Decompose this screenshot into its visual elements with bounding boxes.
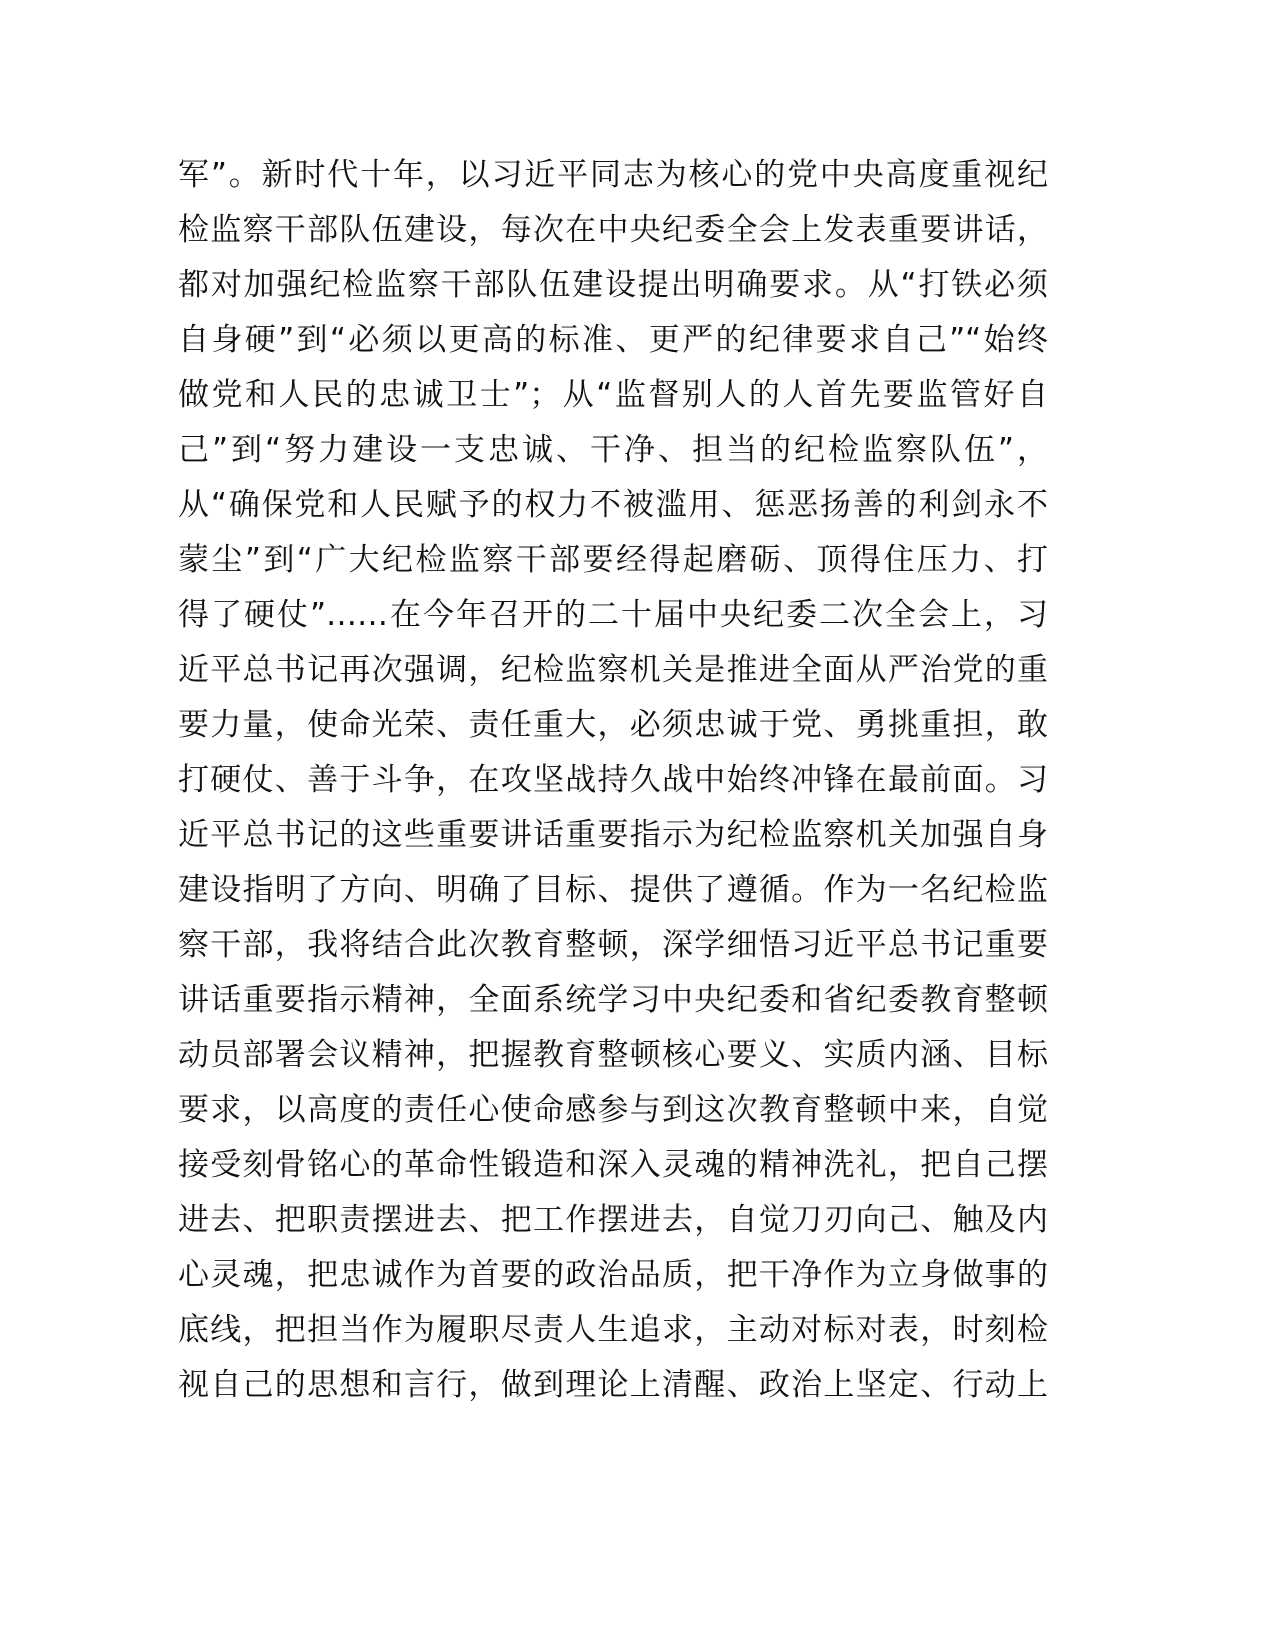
text-line: 自身硬”到“必须以更高的标准、更严的纪律要求自己”“始终	[178, 322, 1048, 358]
text-line: 要求，以高度的责任心使命感参与到这次教育整顿中来，自觉	[178, 1092, 1048, 1128]
text-line: 接受刻骨铭心的革命性锻造和深入灵魂的精神洗礼，把自己摆	[178, 1147, 1048, 1183]
text-line: 要力量，使命光荣、责任重大，必须忠诚于党、勇挑重担，敢	[178, 707, 1048, 743]
text-line: 近平总书记的这些重要讲话重要指示为纪检监察机关加强自身	[178, 817, 1048, 853]
text-line: 做党和人民的忠诚卫士”；从“监督别人的人首先要监管好自	[178, 377, 1048, 413]
text-line: 从“确保党和人民赋予的权力不被滥用、惩恶扬善的利剑永不	[178, 487, 1048, 523]
text-line: 建设指明了方向、明确了目标、提供了遵循。作为一名纪检监	[178, 872, 1048, 908]
text-line: 己”到“努力建设一支忠诚、干净、担当的纪检监察队伍”，	[178, 432, 1048, 468]
text-line: 视自己的思想和言行，做到理论上清醒、政治上坚定、行动上	[178, 1367, 1048, 1403]
text-line: 察干部，我将结合此次教育整顿，深学细悟习近平总书记重要	[178, 927, 1048, 963]
text-line: 蒙尘”到“广大纪检监察干部要经得起磨砺、顶得住压力、打	[178, 542, 1048, 578]
text-line: 近平总书记再次强调，纪检监察机关是推进全面从严治党的重	[178, 652, 1048, 688]
text-line: 底线，把担当作为履职尽责人生追求，主动对标对表，时刻检	[178, 1312, 1048, 1348]
text-line: 讲话重要指示精神，全面系统学习中央纪委和省纪委教育整顿	[178, 982, 1048, 1018]
body-paragraph	[178, 148, 1048, 1413]
text-line: 动员部署会议精神，把握教育整顿核心要义、实质内涵、目标	[178, 1037, 1048, 1073]
text-line: 打硬仗、善于斗争，在攻坚战持久战中始终冲锋在最前面。习	[178, 762, 1048, 798]
text-line: 心灵魂，把忠诚作为首要的政治品质，把干净作为立身做事的	[178, 1257, 1048, 1293]
text-line: 检监察干部队伍建设，每次在中央纪委全会上发表重要讲话，	[178, 212, 1048, 248]
text-line: 得了硬仗”……在今年召开的二十届中央纪委二次全会上，习	[178, 597, 1048, 633]
text-line: 都对加强纪检监察干部队伍建设提出明确要求。从“打铁必须	[178, 267, 1048, 303]
text-line: 军”。新时代十年，以习近平同志为核心的党中央高度重视纪	[178, 157, 1048, 193]
text-line: 进去、把职责摆进去、把工作摆进去，自觉刀刃向己、触及内	[178, 1202, 1048, 1238]
